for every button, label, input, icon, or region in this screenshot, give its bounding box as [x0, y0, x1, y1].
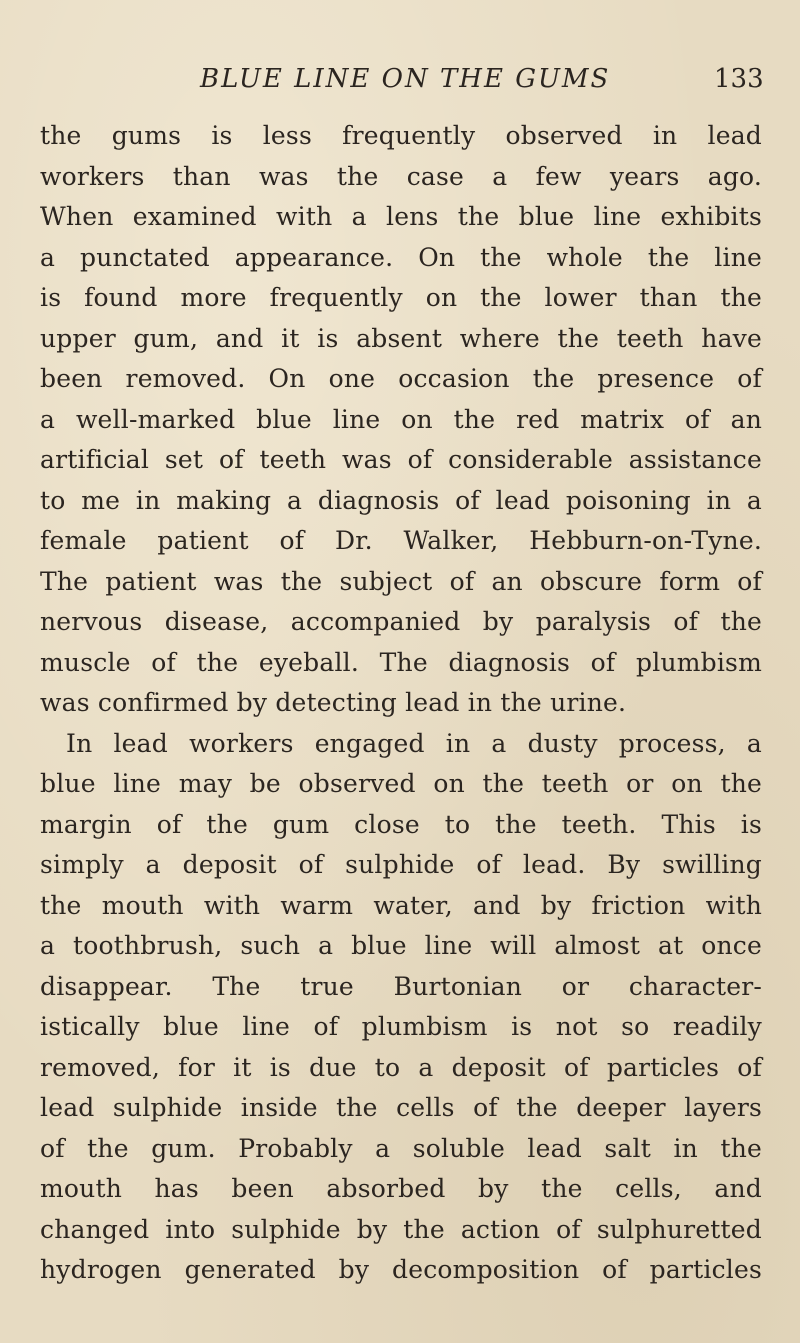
page-number: 133 — [714, 64, 764, 94]
text-line: The patient was the subject of an obscure form of — [40, 566, 762, 596]
text-line: nervous disease, accompanied by paralysis of the — [40, 607, 762, 636]
text-line: muscle of the eyeball. The diagnosis of plumbism — [40, 647, 762, 677]
body-text — [40, 116, 762, 1291]
running-header: BLUE LINE ON THE GUMS — [200, 64, 611, 94]
text-line: When examined with a lens the blue line exhibits — [40, 202, 762, 231]
text-line: margin of the gum close to the teeth. This is — [40, 809, 762, 839]
text-line: of the gum. Probably a soluble lead salt in the — [40, 1133, 762, 1163]
text-line: a toothbrush, such a blue line will almost at once — [40, 931, 762, 960]
text-line: simply a deposit of sulphide of lead. By swilling — [40, 850, 762, 879]
text-line: is found more frequently on the lower than the — [40, 283, 762, 312]
text-line: upper gum, and it is absent where the teeth have — [40, 323, 762, 353]
text-line: removed, for it is due to a deposit of particles of — [40, 1052, 762, 1082]
text-line: was confirmed by detecting lead in the urine. — [40, 688, 627, 717]
text-line: to me in making a diagnosis of lead poisoning in a — [40, 485, 762, 515]
text-line: blue line may be observed on the teeth or on the — [40, 769, 762, 798]
text-line: mouth has been absorbed by the cells, and — [40, 1174, 762, 1203]
text-line: istically blue line of plumbism is not so readily — [40, 1012, 762, 1041]
text-line: artificial set of teeth was of considerable assistance — [40, 445, 762, 474]
text-line: workers than was the case a few years ago. — [40, 161, 762, 191]
text-line: female patient of Dr. Walker, Hebburn-on-Tyne. — [40, 526, 762, 555]
text-line: the mouth with warm water, and by friction with — [40, 890, 762, 920]
text-line: lead sulphide inside the cells of the deeper layers — [40, 1093, 762, 1122]
text-line: hydrogen generated by decomposition of particles — [40, 1255, 762, 1284]
text-line: changed into sulphide by the action of sulphuretted — [40, 1214, 762, 1244]
text-line: the gums is less frequently observed in lead — [40, 121, 762, 150]
text-line: a punctated appearance. On the whole the line — [40, 242, 762, 272]
text-line: been removed. On one occasion the presence of — [40, 364, 762, 393]
text-line: disappear. The true Burtonian or character- — [40, 971, 762, 1001]
text-line: In lead workers engaged in a dusty process, a — [66, 728, 762, 758]
text-line: a well-marked blue line on the red matrix of an — [40, 404, 762, 434]
